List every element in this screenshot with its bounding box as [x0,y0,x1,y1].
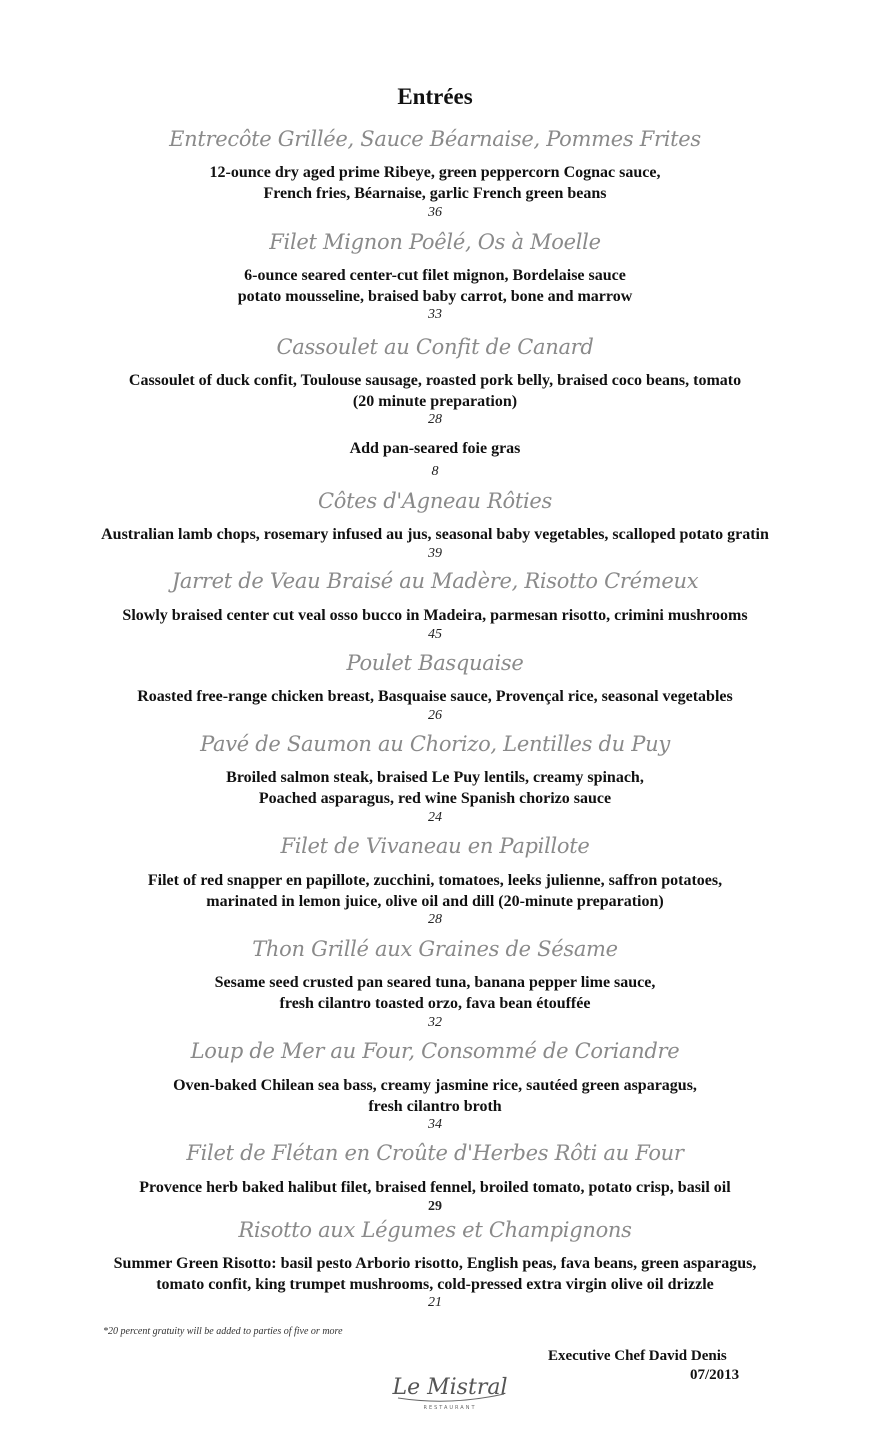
dish-price: 39 [428,546,442,561]
dish-description: 6-ounce seared center-cut filet mignon, Bordelaise sauce [244,267,626,284]
section-heading: Entrées [397,84,473,109]
le-mistral-logo [380,1364,520,1414]
dish-name: Cassoulet au Confit de Canard [276,335,594,359]
dish-description: French fries, Béarnaise, garlic French green beans [263,185,607,202]
dish-description: Summer Green Risotto: basil pesto Arborio risotto, English peas, fava beans, green asparagus, [113,1255,757,1272]
dish-name: Risotto aux Légumes et Champignons [238,1218,632,1242]
logo-name: Le Mistral [392,1375,508,1400]
dish-description: Sesame seed crusted pan seared tuna, banana pepper lime sauce, [214,974,656,991]
addon-price: 8 [431,464,439,479]
gratuity-footnote: *20 percent gratuity will be added to parties of five or more [103,1326,343,1337]
dish-description: Poached asparagus, red wine Spanish chorizo sauce [258,790,612,807]
dish-description: Roasted free-range chicken breast, Basquaise sauce, Provençal rice, seasonal vegetables [137,688,733,705]
dish-description: marinated in lemon juice, olive oil and dill (20-minute preparation) [206,893,664,910]
dish-description: Slowly braised center cut veal osso bucco in Madeira, parmesan risotto, crimini mushrooms [122,607,748,624]
dish-name: Côtes d'Agneau Rôties [317,489,553,513]
dish-description: Cassoulet of duck confit, Toulouse sausage, roasted pork belly, braised coco beans, tomato [128,372,742,389]
logo-subtitle: RESTAURANT [423,1405,477,1411]
dish-description: fresh cilantro broth [368,1098,502,1115]
dish-description: Oven-baked Chilean sea bass, creamy jasmine rice, sautéed green asparagus, [173,1077,697,1094]
dish-price: 24 [428,810,442,825]
dish-price: 21 [428,1295,442,1310]
dish-name: Filet Mignon Poêlé, Os à Moelle [269,230,601,254]
dish-name: Thon Grillé aux Graines de Sésame [252,937,618,961]
dish-description: Broiled salmon steak, braised Le Puy lentils, creamy spinach, [226,769,644,786]
dish-description: (20 minute preparation) [352,393,518,410]
dish-price: 36 [428,205,442,220]
dish-name: Filet de Vivaneau en Papillote [280,834,590,858]
dish-name: Filet de Flétan en Croûte d'Herbes Rôti au Four [186,1141,684,1165]
menu-date: 07/2013 [690,1367,740,1383]
dish-name: Entrecôte Grillée, Sauce Béarnaise, Pommes Frites [169,127,701,151]
addon-description: Add pan-seared foie gras [349,440,521,457]
dish-price: 32 [428,1015,442,1030]
dish-description: Filet of red snapper en papillote, zucchini, tomatoes, leeks julienne, saffron potatoes, [147,872,723,889]
dish-name: Jarret de Veau Braisé au Madère, Risotto Crémeux [171,569,699,593]
dish-name: Poulet Basquaise [346,651,524,675]
dish-price: 29 [428,1199,442,1214]
dish-description: Australian lamb chops, rosemary infused au jus, seasonal baby vegetables, scalloped potato gratin [101,526,769,543]
dish-price: 26 [428,708,442,723]
dish-price: 33 [428,307,442,322]
dish-description: 12-ounce dry aged prime Ribeye, green peppercorn Cognac sauce, [209,164,661,181]
dish-description: Provence herb baked halibut filet, braised fennel, broiled tomato, potato crisp, basil oil [139,1179,731,1196]
dish-name: Loup de Mer au Four, Consommé de Coriandre [190,1039,680,1063]
dish-price: 45 [428,627,442,642]
dish-price: 34 [428,1117,442,1132]
dish-description: fresh cilantro toasted orzo, fava bean étouffée [279,995,591,1012]
dish-name: Pavé de Saumon au Chorizo, Lentilles du Puy [200,732,670,756]
dish-price: 28 [428,912,442,927]
dish-description: tomato confit, king trumpet mushrooms, cold-pressed extra virgin olive oil drizzle [156,1276,714,1293]
dish-description: potato mousseline, braised baby carrot, bone and marrow [237,288,633,305]
dish-price: 28 [428,412,442,427]
executive-chef: Executive Chef David Denis [548,1348,727,1364]
